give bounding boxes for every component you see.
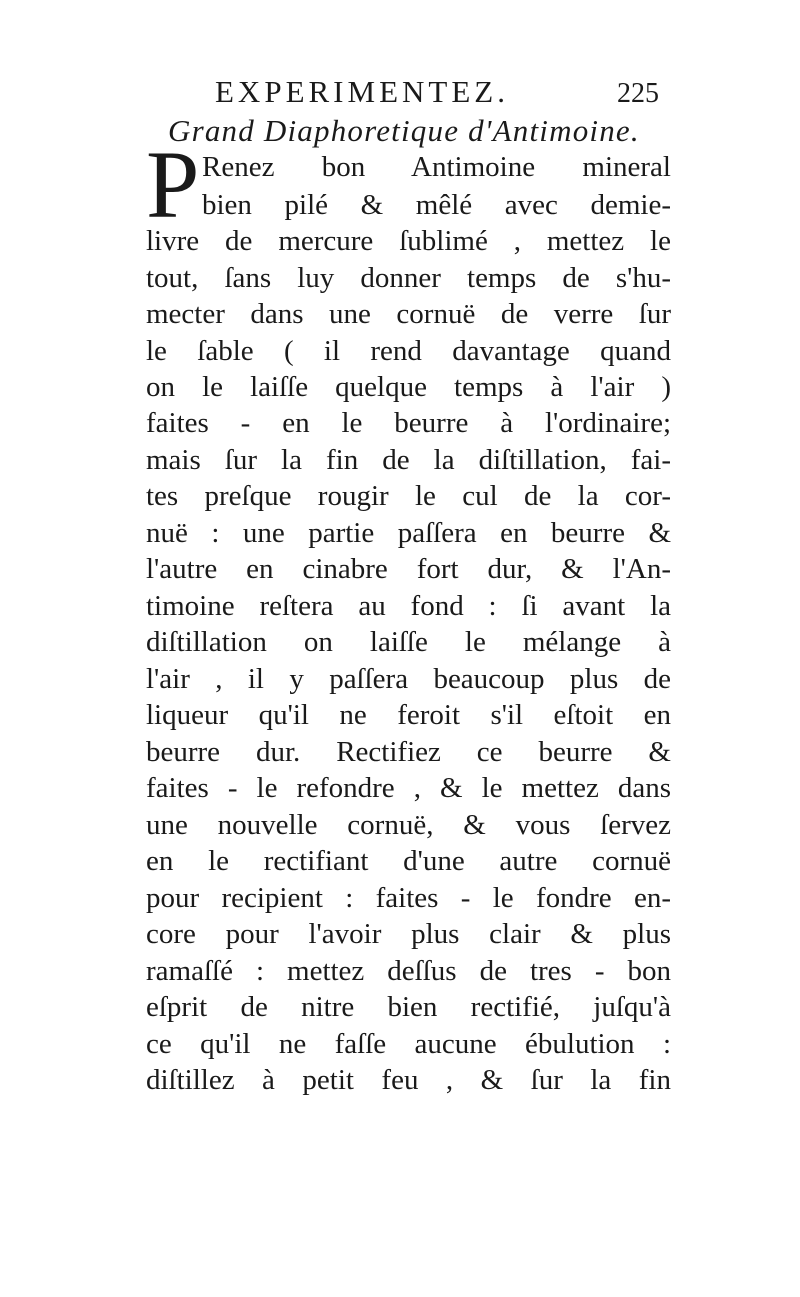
text-line: eſprit de nitre bien rectifié, juſqu'à bbox=[146, 991, 671, 1023]
page-number: 225 bbox=[617, 78, 659, 109]
text-line: beurre dur. Rectifiez ce beurre & bbox=[146, 736, 671, 768]
text-line: mecter dans une cornuë de verre ſur bbox=[146, 298, 671, 330]
text-line: tout, ſans luy donner temps de s'hu- bbox=[146, 262, 671, 294]
text-line: timoine reſtera au fond : ſi avant la bbox=[146, 590, 671, 622]
section-heading: Grand Diaphoretique d'Antimoine. bbox=[168, 113, 640, 148]
text-line: liqueur qu'il ne feroit s'il eſtoit en bbox=[146, 699, 671, 731]
text-line: Renez bon Antimoine mineral bbox=[202, 151, 671, 183]
text-line: pour recipient : faites - le fondre en- bbox=[146, 882, 671, 914]
text-line: nuë : une partie paſſera en beurre & bbox=[146, 517, 671, 549]
running-title: EXPERIMENTEZ. bbox=[215, 74, 509, 109]
text-line: en le rectifiant d'une autre cornuë bbox=[146, 845, 671, 877]
text-line: l'autre en cinabre fort dur, & l'An- bbox=[146, 553, 671, 585]
text-line: diſtillez à petit feu , & ſur la fin bbox=[146, 1064, 671, 1096]
text-line: une nouvelle cornuë, & vous ſervez bbox=[146, 809, 671, 841]
text-line: ramaſſé : mettez deſſus de tres - bon bbox=[146, 955, 671, 987]
text-line: ce qu'il ne faſſe aucune ébulution : bbox=[146, 1028, 671, 1060]
drop-cap: P bbox=[146, 131, 200, 238]
text-line: on le laiſſe quelque temps à l'air ) bbox=[146, 371, 671, 403]
text-line: livre de mercure ſublimé , mettez le bbox=[146, 225, 671, 257]
text-line: mais ſur la fin de la diſtillation, fai- bbox=[146, 444, 671, 476]
text-line: core pour l'avoir plus clair & plus bbox=[146, 918, 671, 950]
text-line: faites - le refondre , & le mettez dans bbox=[146, 772, 671, 804]
text-line: le ſable ( il rend davantage quand bbox=[146, 335, 671, 367]
text-line: tes preſque rougir le cul de la cor- bbox=[146, 480, 671, 512]
text-line: bien pilé & mêlé avec demie- bbox=[202, 189, 671, 221]
text-line: l'air , il y paſſera beaucoup plus de bbox=[146, 663, 671, 695]
text-line: diſtillation on laiſſe le mélange à bbox=[146, 626, 671, 658]
text-line: faites - en le beurre à l'ordinaire; bbox=[146, 407, 671, 439]
